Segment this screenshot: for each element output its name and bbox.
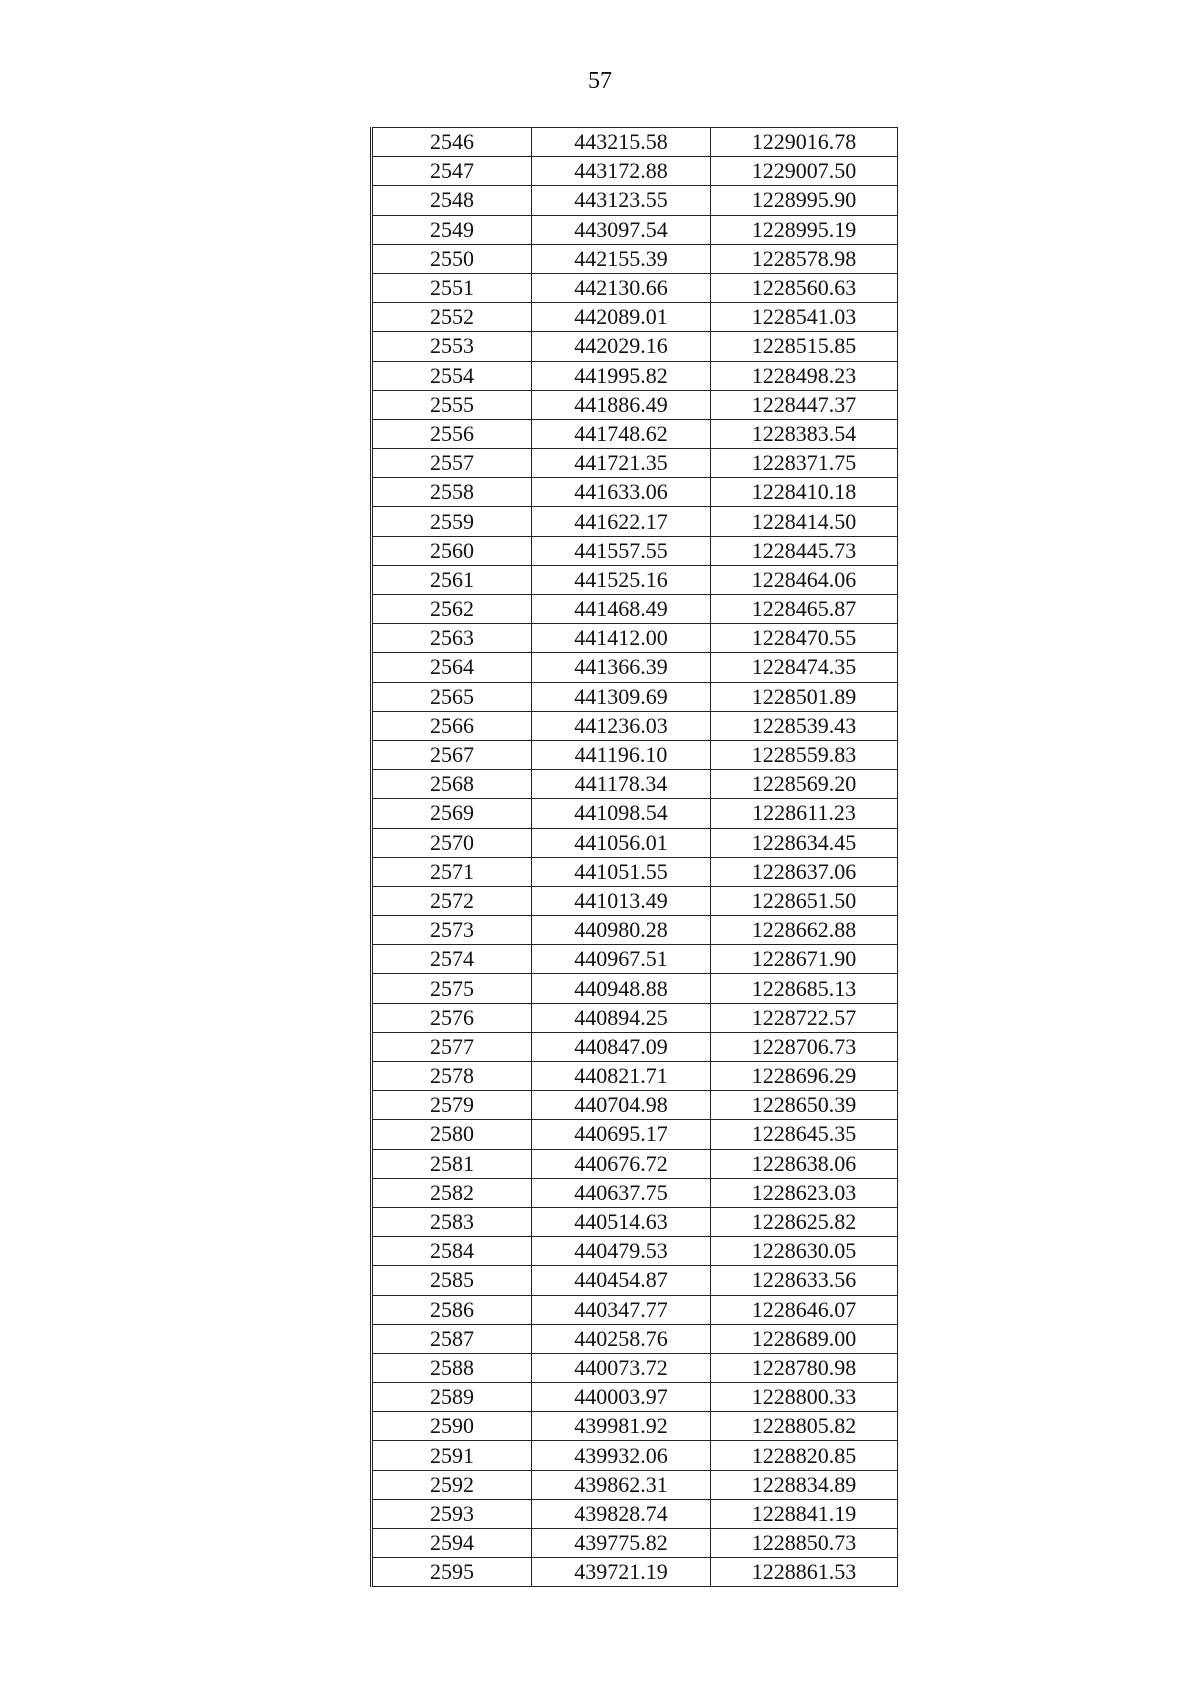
point-number-cell: 2577 (372, 1032, 532, 1061)
point-number-cell: 2551 (372, 273, 532, 302)
y-coordinate-cell: 1228464.06 (711, 565, 898, 594)
point-number-cell: 2568 (372, 770, 532, 799)
x-coordinate-cell: 440479.53 (532, 1237, 711, 1266)
point-number-cell: 2557 (372, 449, 532, 478)
x-coordinate-cell: 440347.77 (532, 1295, 711, 1324)
y-coordinate-cell: 1228805.82 (711, 1412, 898, 1441)
table-row (372, 1266, 898, 1295)
point-number-cell: 2559 (372, 507, 532, 536)
table-row (372, 711, 898, 740)
y-coordinate-cell: 1228465.87 (711, 595, 898, 624)
y-coordinate-cell: 1228470.55 (711, 624, 898, 653)
y-coordinate-cell: 1228650.39 (711, 1091, 898, 1120)
y-coordinate-cell: 1228689.00 (711, 1324, 898, 1353)
point-number-cell: 2588 (372, 1353, 532, 1382)
point-number-cell: 2554 (372, 361, 532, 390)
x-coordinate-cell: 441557.55 (532, 536, 711, 565)
point-number-cell: 2570 (372, 828, 532, 857)
table-row (372, 1149, 898, 1178)
x-coordinate-cell: 442029.16 (532, 332, 711, 361)
y-coordinate-cell: 1228671.90 (711, 945, 898, 974)
y-coordinate-cell: 1228371.75 (711, 449, 898, 478)
x-coordinate-cell: 441236.03 (532, 711, 711, 740)
table-row (372, 1207, 898, 1236)
table-row (372, 1091, 898, 1120)
table-row (372, 770, 898, 799)
table-row (372, 303, 898, 332)
y-coordinate-cell: 1228559.83 (711, 740, 898, 769)
x-coordinate-cell: 441721.35 (532, 449, 711, 478)
y-coordinate-cell: 1228560.63 (711, 273, 898, 302)
x-coordinate-cell: 441748.62 (532, 419, 711, 448)
point-number-cell: 2550 (372, 244, 532, 273)
point-number-cell: 2572 (372, 886, 532, 915)
x-coordinate-cell: 441412.00 (532, 624, 711, 653)
y-coordinate-cell: 1228515.85 (711, 332, 898, 361)
x-coordinate-cell: 443123.55 (532, 186, 711, 215)
x-coordinate-cell: 442155.39 (532, 244, 711, 273)
table-row (372, 828, 898, 857)
x-coordinate-cell: 440704.98 (532, 1091, 711, 1120)
y-coordinate-cell: 1228445.73 (711, 536, 898, 565)
table-row (372, 799, 898, 828)
x-coordinate-cell: 443172.88 (532, 157, 711, 186)
point-number-cell: 2578 (372, 1062, 532, 1091)
x-coordinate-cell: 440073.72 (532, 1353, 711, 1382)
point-number-cell: 2591 (372, 1441, 532, 1470)
table-row (372, 1324, 898, 1353)
point-number-cell: 2593 (372, 1499, 532, 1528)
table-row (372, 157, 898, 186)
table-row (372, 740, 898, 769)
y-coordinate-cell: 1228645.35 (711, 1120, 898, 1149)
point-number-cell: 2553 (372, 332, 532, 361)
y-coordinate-cell: 1228662.88 (711, 916, 898, 945)
y-coordinate-cell: 1228410.18 (711, 478, 898, 507)
y-coordinate-cell: 1228383.54 (711, 419, 898, 448)
x-coordinate-cell: 439981.92 (532, 1412, 711, 1441)
x-coordinate-cell: 440967.51 (532, 945, 711, 974)
table-row (372, 244, 898, 273)
point-number-cell: 2590 (372, 1412, 532, 1441)
point-number-cell: 2595 (372, 1558, 532, 1587)
y-coordinate-cell: 1228820.85 (711, 1441, 898, 1470)
table-row (372, 449, 898, 478)
y-coordinate-cell: 1229016.78 (711, 128, 898, 157)
table-row (372, 361, 898, 390)
y-coordinate-cell: 1228995.19 (711, 215, 898, 244)
y-coordinate-cell: 1228706.73 (711, 1032, 898, 1061)
x-coordinate-cell: 440948.88 (532, 974, 711, 1003)
point-number-cell: 2579 (372, 1091, 532, 1120)
point-number-cell: 2566 (372, 711, 532, 740)
point-number-cell: 2585 (372, 1266, 532, 1295)
table-row (372, 1295, 898, 1324)
point-number-cell: 2556 (372, 419, 532, 448)
point-number-cell: 2561 (372, 565, 532, 594)
table-row (372, 974, 898, 1003)
y-coordinate-cell: 1228696.29 (711, 1062, 898, 1091)
table-row (372, 186, 898, 215)
page-number: 57 (588, 68, 612, 94)
table-row (372, 1412, 898, 1441)
y-coordinate-cell: 1228578.98 (711, 244, 898, 273)
x-coordinate-cell: 439862.31 (532, 1470, 711, 1499)
coordinate-table (370, 127, 898, 1587)
x-coordinate-cell: 441056.01 (532, 828, 711, 857)
table-row (372, 1237, 898, 1266)
coordinate-table-body (372, 128, 898, 1587)
x-coordinate-cell: 441468.49 (532, 595, 711, 624)
x-coordinate-cell: 440695.17 (532, 1120, 711, 1149)
y-coordinate-cell: 1228611.23 (711, 799, 898, 828)
point-number-cell: 2569 (372, 799, 532, 828)
x-coordinate-cell: 443097.54 (532, 215, 711, 244)
y-coordinate-cell: 1228834.89 (711, 1470, 898, 1499)
x-coordinate-cell: 440258.76 (532, 1324, 711, 1353)
table-row (372, 653, 898, 682)
point-number-cell: 2574 (372, 945, 532, 974)
x-coordinate-cell: 441013.49 (532, 886, 711, 915)
y-coordinate-cell: 1228541.03 (711, 303, 898, 332)
point-number-cell: 2564 (372, 653, 532, 682)
y-coordinate-cell: 1228539.43 (711, 711, 898, 740)
table-row (372, 215, 898, 244)
point-number-cell: 2592 (372, 1470, 532, 1499)
x-coordinate-cell: 441886.49 (532, 390, 711, 419)
y-coordinate-cell: 1228637.06 (711, 857, 898, 886)
point-number-cell: 2582 (372, 1178, 532, 1207)
y-coordinate-cell: 1228625.82 (711, 1207, 898, 1236)
y-coordinate-cell: 1228474.35 (711, 653, 898, 682)
x-coordinate-cell: 440980.28 (532, 916, 711, 945)
x-coordinate-cell: 441309.69 (532, 682, 711, 711)
table-row (372, 1470, 898, 1499)
y-coordinate-cell: 1228501.89 (711, 682, 898, 711)
x-coordinate-cell: 441633.06 (532, 478, 711, 507)
table-row (372, 1120, 898, 1149)
y-coordinate-cell: 1228638.06 (711, 1149, 898, 1178)
point-number-cell: 2586 (372, 1295, 532, 1324)
table-row (372, 128, 898, 157)
y-coordinate-cell: 1228861.53 (711, 1558, 898, 1587)
x-coordinate-cell: 440454.87 (532, 1266, 711, 1295)
table-row (372, 624, 898, 653)
x-coordinate-cell: 440847.09 (532, 1032, 711, 1061)
point-number-cell: 2567 (372, 740, 532, 769)
x-coordinate-cell: 441196.10 (532, 740, 711, 769)
point-number-cell: 2547 (372, 157, 532, 186)
point-number-cell: 2558 (372, 478, 532, 507)
x-coordinate-cell: 441622.17 (532, 507, 711, 536)
x-coordinate-cell: 443215.58 (532, 128, 711, 157)
y-coordinate-cell: 1228685.13 (711, 974, 898, 1003)
point-number-cell: 2560 (372, 536, 532, 565)
y-coordinate-cell: 1229007.50 (711, 157, 898, 186)
table-row (372, 1441, 898, 1470)
point-number-cell: 2576 (372, 1003, 532, 1032)
y-coordinate-cell: 1228722.57 (711, 1003, 898, 1032)
table-row (372, 916, 898, 945)
x-coordinate-cell: 440514.63 (532, 1207, 711, 1236)
y-coordinate-cell: 1228995.90 (711, 186, 898, 215)
point-number-cell: 2584 (372, 1237, 532, 1266)
y-coordinate-cell: 1228633.56 (711, 1266, 898, 1295)
x-coordinate-cell: 441995.82 (532, 361, 711, 390)
x-coordinate-cell: 441525.16 (532, 565, 711, 594)
point-number-cell: 2575 (372, 974, 532, 1003)
point-number-cell: 2549 (372, 215, 532, 244)
table-row (372, 1499, 898, 1528)
table-row (372, 945, 898, 974)
y-coordinate-cell: 1228780.98 (711, 1353, 898, 1382)
point-number-cell: 2594 (372, 1529, 532, 1558)
y-coordinate-cell: 1228850.73 (711, 1529, 898, 1558)
point-number-cell: 2562 (372, 595, 532, 624)
point-number-cell: 2565 (372, 682, 532, 711)
x-coordinate-cell: 439932.06 (532, 1441, 711, 1470)
point-number-cell: 2580 (372, 1120, 532, 1149)
table-row (372, 886, 898, 915)
point-number-cell: 2546 (372, 128, 532, 157)
table-row (372, 1383, 898, 1412)
x-coordinate-cell: 439775.82 (532, 1529, 711, 1558)
table-row (372, 1178, 898, 1207)
x-coordinate-cell: 441098.54 (532, 799, 711, 828)
table-row (372, 565, 898, 594)
table-row (372, 478, 898, 507)
table-row (372, 682, 898, 711)
y-coordinate-cell: 1228630.05 (711, 1237, 898, 1266)
table-row (372, 1529, 898, 1558)
x-coordinate-cell: 440894.25 (532, 1003, 711, 1032)
point-number-cell: 2563 (372, 624, 532, 653)
table-row (372, 332, 898, 361)
point-number-cell: 2548 (372, 186, 532, 215)
x-coordinate-cell: 439828.74 (532, 1499, 711, 1528)
x-coordinate-cell: 441178.34 (532, 770, 711, 799)
y-coordinate-cell: 1228800.33 (711, 1383, 898, 1412)
y-coordinate-cell: 1228569.20 (711, 770, 898, 799)
table-row (372, 419, 898, 448)
table-row (372, 1062, 898, 1091)
point-number-cell: 2573 (372, 916, 532, 945)
y-coordinate-cell: 1228841.19 (711, 1499, 898, 1528)
point-number-cell: 2583 (372, 1207, 532, 1236)
y-coordinate-cell: 1228651.50 (711, 886, 898, 915)
x-coordinate-cell: 442130.66 (532, 273, 711, 302)
table-row (372, 1558, 898, 1587)
table-row (372, 1032, 898, 1061)
y-coordinate-cell: 1228623.03 (711, 1178, 898, 1207)
table-row (372, 1353, 898, 1382)
x-coordinate-cell: 440003.97 (532, 1383, 711, 1412)
x-coordinate-cell: 442089.01 (532, 303, 711, 332)
y-coordinate-cell: 1228447.37 (711, 390, 898, 419)
x-coordinate-cell: 441366.39 (532, 653, 711, 682)
x-coordinate-cell: 440637.75 (532, 1178, 711, 1207)
y-coordinate-cell: 1228646.07 (711, 1295, 898, 1324)
table-row (372, 857, 898, 886)
table-row (372, 390, 898, 419)
table-row (372, 273, 898, 302)
point-number-cell: 2552 (372, 303, 532, 332)
x-coordinate-cell: 440821.71 (532, 1062, 711, 1091)
x-coordinate-cell: 440676.72 (532, 1149, 711, 1178)
x-coordinate-cell: 439721.19 (532, 1558, 711, 1587)
point-number-cell: 2589 (372, 1383, 532, 1412)
point-number-cell: 2571 (372, 857, 532, 886)
table-row (372, 507, 898, 536)
point-number-cell: 2587 (372, 1324, 532, 1353)
point-number-cell: 2581 (372, 1149, 532, 1178)
x-coordinate-cell: 441051.55 (532, 857, 711, 886)
y-coordinate-cell: 1228414.50 (711, 507, 898, 536)
table-row (372, 1003, 898, 1032)
table-row (372, 536, 898, 565)
y-coordinate-cell: 1228634.45 (711, 828, 898, 857)
table-row (372, 595, 898, 624)
y-coordinate-cell: 1228498.23 (711, 361, 898, 390)
point-number-cell: 2555 (372, 390, 532, 419)
